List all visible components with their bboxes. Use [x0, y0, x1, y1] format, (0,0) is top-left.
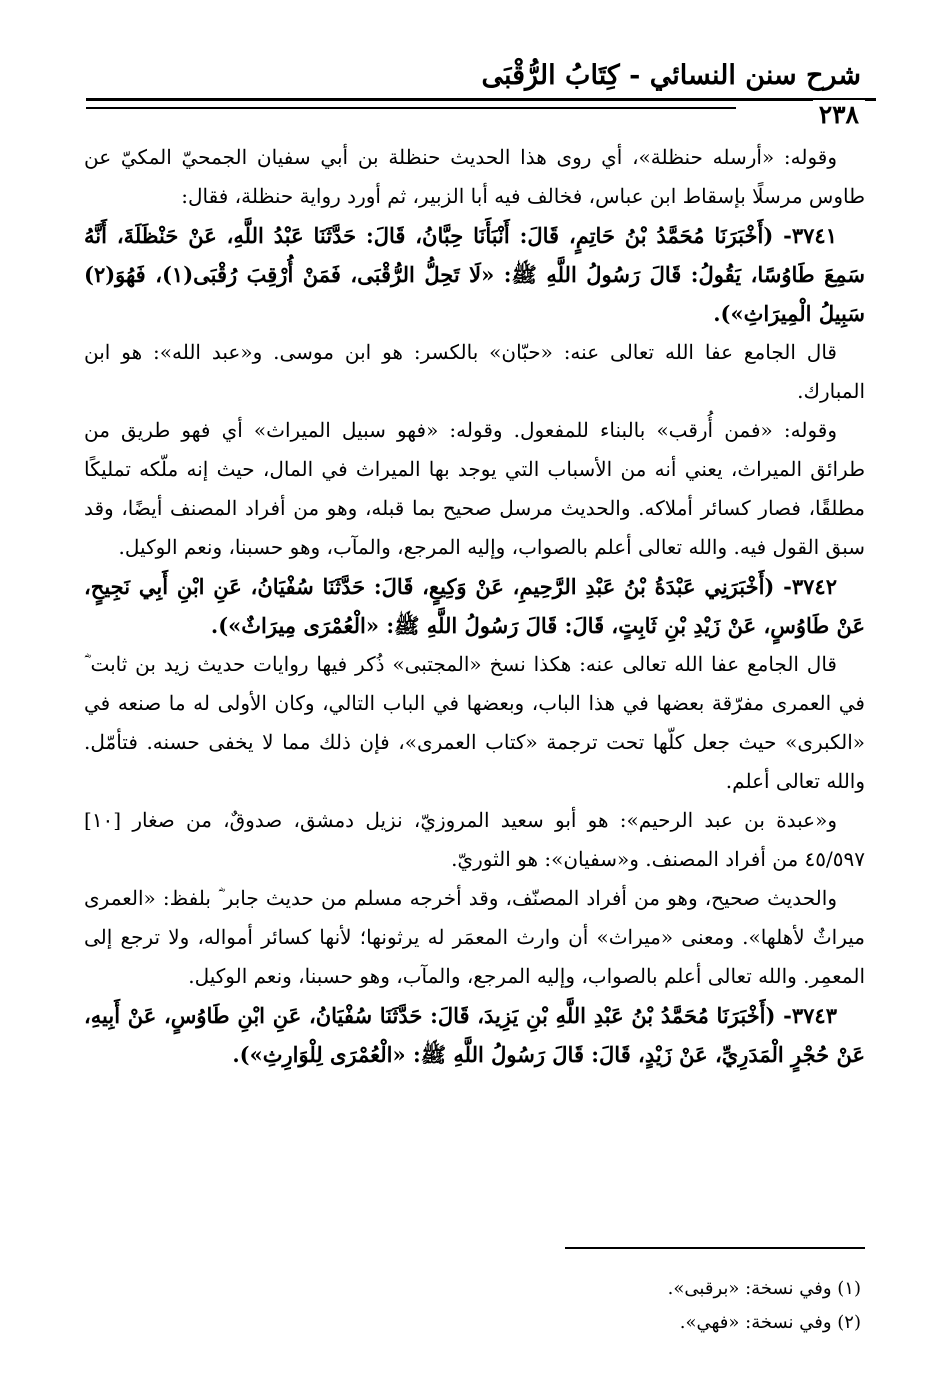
page-body — [84, 138, 865, 1074]
paragraph-intro: وقوله: «أرسله حنظلة»، أي روى هذا الحديث حنظلة بن أبي سفيان الجمحيّ المكيّ عن طاوس مرسلًا بإسقاط ابن عباس، فخالف فيه أبا الزبير، ثم أورد رواية حنظلة، فقال: — [84, 145, 865, 208]
page-number: ٢٣٨ — [813, 100, 865, 129]
commentary-paragraph: قال الجامع عفا الله تعالى عنه: «حبّان» بالكسر: هو ابن موسى. و«عبد الله»: هو ابن المبارك. — [84, 340, 865, 403]
hadith-3742: ٣٧٤٢- (أَخْبَرَنِي عَبْدَةُ بْنُ عَبْدِ الرَّحِيمِ، عَنْ وَكِيعٍ، قَالَ: حَدَّثَنَا سُفْيَانُ، عَنِ ابْنِ أَبِي نَجِيحٍ، عَنْ طَاوُسٍ، عَنْ زَيْدِ بْنِ ثَابِتٍ، قَالَ: قَالَ رَسُولُ اللَّهِ ﷺ: «الْعُمْرَى مِيرَاثٌ»). — [84, 574, 865, 638]
footnote-1: (١) وفي نسخة: «برقبى». — [667, 1278, 861, 1299]
header-rule — [86, 98, 876, 101]
running-header-title: شرح سنن النسائي - كِتَابُ الرُّقْبَى — [481, 60, 861, 91]
footnotes — [84, 1272, 861, 1340]
hadith-3743: ٣٧٤٣- (أَخْبَرَنَا مُحَمَّدُ بْنُ عَبْدِ اللَّهِ بْنِ يَزِيدَ، قَالَ: حَدَّثَنَا سُفْيَانُ، عَنِ ابْنِ طَاوُسٍ، عَنْ أَبِيهِ، عَنْ حُجْرٍ الْمَدَرِيِّ، عَنْ زَيْدٍ، قَالَ: قَالَ رَسُولُ اللَّهِ ﷺ: «الْعُمْرَى لِلْوَارِثِ»). — [84, 1003, 865, 1067]
commentary-paragraph: قال الجامع عفا الله تعالى عنه: هكذا نسخ «المجتبى» ذُكر فيها روايات حديث زيد بن ثابت ؓ في العمرى مفرّقة بعضها في هذا الباب، وبعضها في الباب التالي، وكان الأولى له ما صنعه في «الكبرى» حيث جعل كلّها تحت ترجمة «كتاب العمرى»، فإن ذلك مما لا يخفى حسنه. فتأمّل. والله تعالى أعلم. — [84, 652, 865, 793]
commentary-paragraph: والحديث صحيح، وهو من أفراد المصنّف، وقد أخرجه مسلم من حديث جابر ؓ بلفظ: «العمرى ميراثٌ لأهلها». ومعنى «ميراث» أن وارث المعمَر له يرثونها؛ لأنها كسائر أمواله، ولا ترجع إلى المعمِر. والله تعالى أعلم بالصواب، وإليه المرجع، والمآب، وهو حسبنا، ونعم الوكيل. — [84, 886, 865, 988]
footnote-rule — [565, 1247, 865, 1249]
commentary-paragraph: وقوله: «فمن أُرقب» بالبناء للمفعول. وقوله: «فهو سبيل الميراث» أي فهو طريق من طرائق الميراث، يعني أنه من الأسباب التي يوجد بها الميراث في المال، حيث إنه ملّكه تمليكًا مطلقًا، فصار كسائر أملاكه. والحديث مرسل صحيح بما قبله، وهو من أفراد المصنف أيضًا، وقد سبق القول فيه. والله تعالى أعلم بالصواب، وإليه المرجع، والمآب، وهو حسبنا، ونعم الوكيل. — [84, 418, 865, 559]
page-number-rule — [86, 107, 736, 109]
hadith-3741: ٣٧٤١- (أَخْبَرَنَا مُحَمَّدُ بْنُ حَاتِمٍ، قَالَ: أَنْبَأَنَا حِبَّانُ، قَالَ: حَدَّثَنَا عَبْدُ اللَّهِ، عَنْ حَنْظَلَةَ، أَنَّهُ سَمِعَ طَاوُسًا، يَقُولُ: قَالَ رَسُولُ اللَّهِ ﷺ: «لَا تَحِلُّ الرُّقْبَى، فَمَنْ أُرْقِبَ رُقْبَى(١)، فَهُوَ(٢) سَبِيلُ الْمِيرَاثِ»). — [84, 223, 865, 326]
footnote-2: (٢) وفي نسخة: «فهي». — [679, 1312, 861, 1333]
commentary-paragraph: و«عبدة بن عبد الرحيم»: هو أبو سعيد المروزيّ، نزيل دمشق، صدوقٌ، من صغار [١٠] ٤٥/٥٩٧ من أفراد المصنف. و«سفيان»: هو الثوريّ. — [84, 808, 865, 871]
